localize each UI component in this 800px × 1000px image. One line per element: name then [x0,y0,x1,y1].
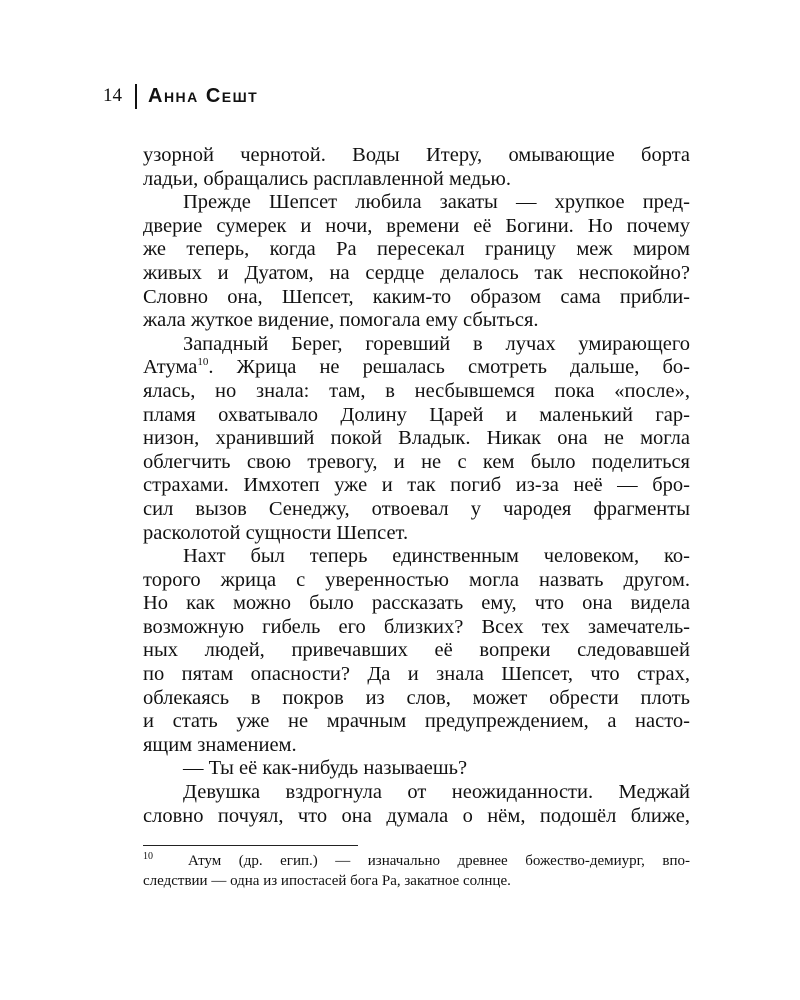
text-line: Но как можно было рассказать ему, что она видела [143,592,690,615]
footnote [143,851,690,891]
page-number: 14 [103,85,122,106]
text-line: Нахт был теперь единственным человеком, ко- [183,545,690,568]
text-line: пламя охватывало Долину Царей и маленький гар- [143,403,690,426]
footnote-ref: 10 [197,356,209,369]
text-line: по пятам опасности? Да и знала Шепсет, что страх, [143,663,690,686]
text-fragment: Атума [143,356,198,379]
text-line: сил вызов Сенеджу, отвоевал у чародея фрагменты [143,497,690,520]
text-line: Западный Берег, горевший в лучах умирающего [183,332,690,355]
footnote-marker: 10 [143,851,153,862]
footnote-rule [143,845,358,846]
text-line: — Ты её как-нибудь называешь? [183,757,468,780]
text-line: ладьи, обращались расплавленной медью. [143,167,511,190]
text-line: же теперь, когда Ра пересекал границу меж миром [143,238,690,261]
text-line: Словно она, Шепсет, каким-то образом сама прибли- [143,285,690,308]
body-text [143,144,690,828]
text-line: возможную гибель его близких? Всех тех замечатель- [143,615,690,638]
text-line: страхами. Имхотеп уже и так погиб из-за неё — бро- [143,474,690,497]
text-line: ящим знамением. [143,733,297,756]
text-line: ных людей, привечавших её вопреки следовавшей [143,639,690,662]
header-divider [135,84,137,109]
text-line: Девушка вздрогнула от неожиданности. Меджай [183,781,690,804]
text-line: ялась, но знала: там, в несбывшемся пока «после», [143,379,690,402]
footnote-line: следствии — одна из ипостасей бога Ра, закатное солнце. [143,873,511,889]
text-line: расколотой сущности Шепсет. [143,521,409,544]
text-line: торого жрица с уверенностью могла назвать другом. [143,568,690,591]
author-name: Анна Сешт [148,84,259,107]
text-line: низон, хранивший покой Владык. Никак она не могла [143,427,690,450]
text-line: узорной чернотой. Воды Итеру, омывающие борта [143,144,690,166]
text-line [143,356,690,380]
text-line: дверие сумерек и ночи, времени её Богини. Но почему [143,214,690,237]
text-line: жала жуткое видение, помогала ему сбыться. [143,309,539,332]
running-header [103,83,258,109]
text-fragment: . Жрица не решалась смотреть дальше, бо- [208,356,690,379]
footnote-line [143,851,690,871]
text-line: облекаясь в покров из слов, может обрести плоть [143,686,690,709]
text-line: словно почуял, что она думала о нём, подошёл ближе, [143,804,690,827]
text-line: облегчить свою тревогу, и не с кем было поделиться [143,450,690,473]
text-line: Прежде Шепсет любила закаты — хрупкое пред- [183,191,690,214]
text-line: живых и Дуатом, на сердце делалось так неспокойно? [143,261,690,284]
footnote-text: Атум (др. егип.) — изначально древнее божество-демиург, впо- [188,853,690,869]
text-line: и стать уже не мрачным предупреждением, а насто- [143,710,690,733]
